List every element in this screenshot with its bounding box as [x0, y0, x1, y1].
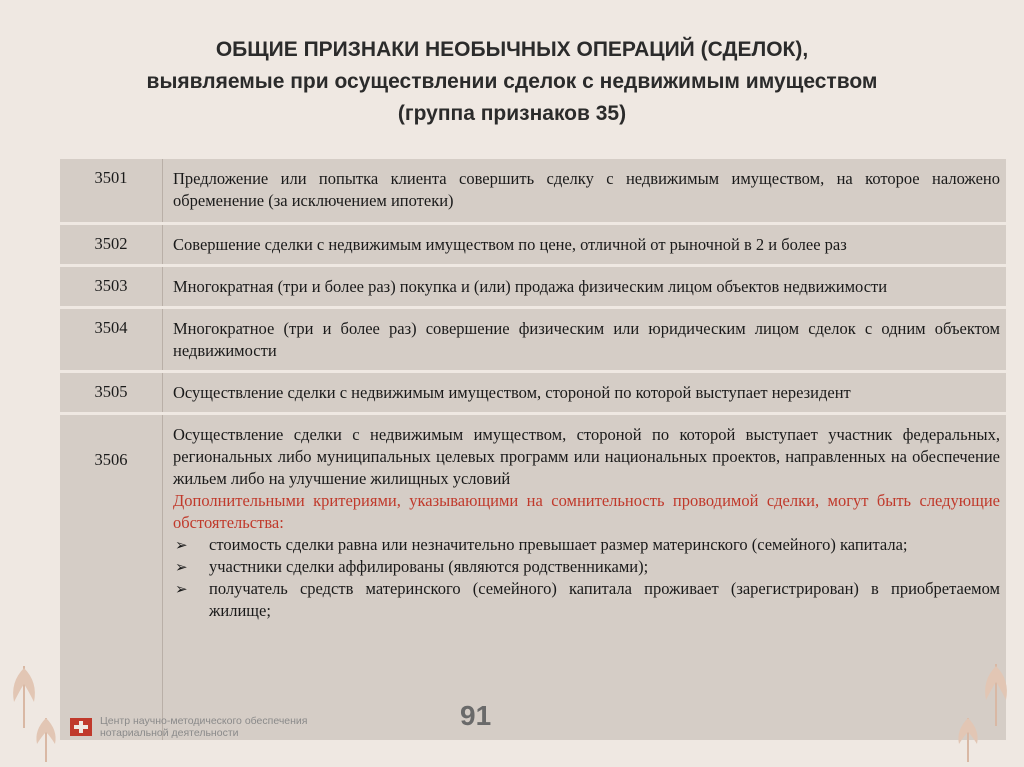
criteria-text: получатель средств материнского (семейного) капитала проживает (зарегистрирован) в приобретаемом жилище; — [209, 579, 1000, 620]
footer-organization — [100, 715, 307, 739]
table-row — [60, 225, 1006, 264]
page-number: 91 — [460, 700, 492, 731]
criteria-text: стоимость сделки равна или незначительно превышает размер материнского (семейного) капитала; — [209, 535, 908, 554]
sign-code: 3506 — [60, 415, 163, 740]
sign-description: Совершение сделки с недвижимым имуществом по цене, отличной от рыночной в 2 и более раз — [163, 225, 1006, 264]
title-line-3: (группа признаков 35) — [397, 102, 627, 125]
additional-criteria-note: Дополнительными критериями, указывающими на сомнительность проводимой сделки, могут быть следующие обстоятельства: — [173, 491, 1000, 532]
page-title — [40, 34, 984, 130]
sign-description-block — [163, 415, 1006, 740]
signs-table — [60, 156, 1006, 743]
table-row — [60, 415, 1006, 740]
sign-code: 3504 — [60, 309, 163, 370]
sign-description: Многократная (три и более раз) покупка и (или) продажа физическим лицом объектов недвижимости — [163, 267, 1006, 306]
sign-description: Осуществление сделки с недвижимым имуществом, стороной по которой выступает нерезидент — [163, 373, 1006, 412]
sign-code: 3503 — [60, 267, 163, 306]
sign-code: 3505 — [60, 373, 163, 412]
title-line-2: выявляемые при осуществлении сделок с недвижимым имуществом — [146, 70, 878, 93]
list-item — [173, 534, 1000, 556]
list-item — [173, 578, 1000, 622]
table-row — [60, 267, 1006, 306]
list-item — [173, 556, 1000, 578]
title-line-1: ОБЩИЕ ПРИЗНАКИ НЕОБЫЧНЫХ ОПЕРАЦИЙ (СДЕЛОК), — [215, 38, 809, 61]
sign-code: 3501 — [60, 159, 163, 222]
arrow-bullet-icon: ➢ — [175, 580, 188, 598]
table-row — [60, 309, 1006, 370]
notary-logo-icon — [70, 718, 92, 736]
criteria-text: участники сделки аффилированы (являются родственниками); — [209, 557, 649, 576]
feather-icon — [950, 712, 986, 764]
table-row — [60, 373, 1006, 412]
arrow-bullet-icon: ➢ — [175, 536, 188, 554]
sign-description: Осуществление сделки с недвижимым имуществом, стороной по которой выступает участник федеральных, региональных либо муниципальных целевых программ или национальных проектов, направленных на обеспечение жильем либо на улучшение жилищных условий — [173, 425, 1000, 488]
feather-icon — [28, 712, 64, 764]
table-row — [60, 159, 1006, 222]
sign-description: Предложение или попытка клиента совершить сделку с недвижимым имуществом, на которое наложено обременение (за исключением ипотеки) — [163, 159, 1006, 222]
arrow-bullet-icon: ➢ — [175, 558, 188, 576]
sign-description: Многократное (три и более раз) совершение физическим или юридическим лицом сделок с одним объектом недвижимости — [163, 309, 1006, 370]
footer-org-line-1: Центр научно-методического обеспечения — [100, 715, 308, 727]
sign-code: 3502 — [60, 225, 163, 264]
footer-org-line-2: нотариальной деятельности — [100, 727, 239, 739]
criteria-list — [173, 534, 1000, 622]
